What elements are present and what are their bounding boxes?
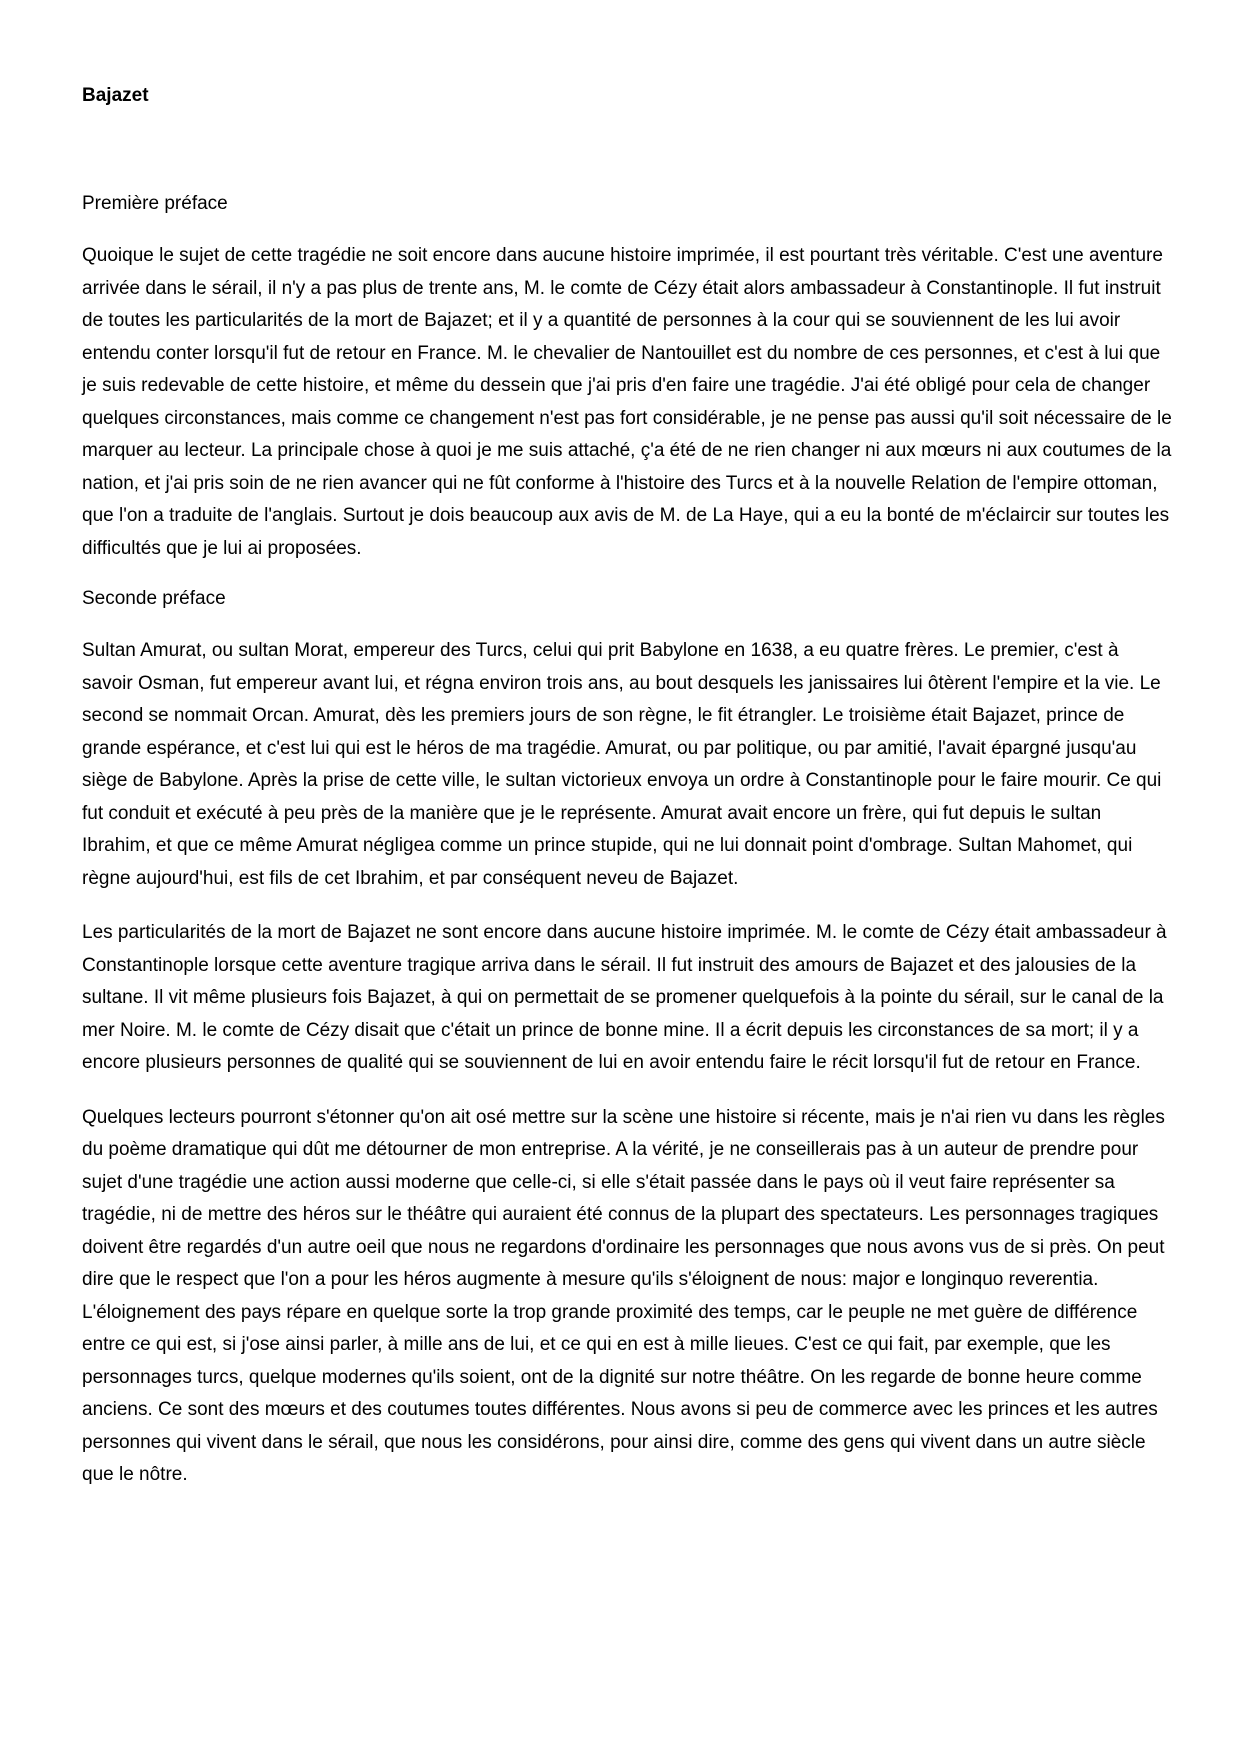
paragraph: Quelques lecteurs pourront s'étonner qu'on ait osé mettre sur la scène une histoire si récente, mais je n'ai rien vu dans les règles du poème dramatique qui dût me détourner de mon entreprise. A la vérité, je ne conseillerais pas à un auteur de prendre pour sujet d'une tragédie une action aussi moderne que celle-ci, si elle s'était passée dans le pays où il veut faire représenter sa tragédie, ni de mettre des héros sur le théâtre qui auraient été connus de la plupart des spectateurs. Les personnages tragiques doivent être regardés d'un autre oeil que nous ne regardons d'ordinaire les personnages que nous avons vus de si près. On peut dire que le respect que l'on a pour les héros augmente à mesure qu'ils s'éloignent de nous: major e longinquo reverentia. L'éloignement des pays répare en quelque sorte la trop grande proximité des temps, car le peuple ne met guère de différence entre ce qui est, si j'ose ainsi parler, à mille ans de lui, et ce qui en est à mille lieues. C'est ce qui fait, par exemple, que les personnages turcs, quelque modernes qu'ils soient, ont de la dignité sur notre théâtre. On les regarde de bonne heure comme anciens. Ce sont des mœurs et des coutumes toutes différentes. Nous avons si peu de commerce avec les princes et les autres personnes qui vivent dans le sérail, que nous les considérons, pour ainsi dire, comme des gens qui vivent dans un autre siècle que le nôtre. — [82, 1106, 1165, 1485]
paragraph: Quoique le sujet de cette tragédie ne soit encore dans aucune histoire imprimée, il est pourtant très véritable. C'est une aventure arrivée dans le sérail, il n'y a pas plus de trente ans, M. le comte de Cézy était alors ambassadeur à Constantinople. Il fut instruit de toutes les particularités de la mort de Bajazet; et il y a quantité de personnes à la cour qui se souviennent de les lui avoir entendu conter lorsqu'il fut de retour en France. M. le chevalier de Nantouillet est du nombre de ces personnes, et c'est à lui que je suis redevable de cette histoire, et même du dessein que j'ai pris d'en faire une tragédie. J'ai été obligé pour cela de changer quelques circonstances, mais comme ce changement n'est pas fort considérable, je ne pense pas aussi qu'il soit nécessaire de le marquer au lecteur. La principale chose à quoi je me suis attaché, ç'a été de ne rien changer ni aux mœurs ni aux coutumes de la nation, et j'ai pris soin de ne rien avancer qui ne fût conforme à l'histoire des Turcs et à la nouvelle Relation de l'empire ottoman, que l'on a traduite de l'anglais. Surtout je dois beaucoup aux avis de M. de La Haye, qui a eu la bonté de m'éclaircir sur toutes les difficultés que je lui ai proposées. — [82, 245, 1172, 559]
document-title: Bajazet — [82, 85, 149, 106]
document-page — [82, 82, 1172, 1492]
paragraph: Sultan Amurat, ou sultan Morat, empereur des Turcs, celui qui prit Babylone en 1638, a eu quatre frères. Le premier, c'est à savoir Osman, fut empereur avant lui, et régna environ trois ans, au bout desquels les janissaires lui ôtèrent l'empire et la vie. Le second se nommait Orcan. Amurat, dès les premiers jours de son règne, le fit étrangler. Le troisième était Bajazet, prince de grande espérance, et c'est lui qui est le héros de ma tragédie. Amurat, ou par politique, ou par amitié, l'avait épargné jusqu'au siège de Babylone. Après la prise de cette ville, le sultan victorieux envoya un ordre à Constantinople pour le faire mourir. Ce qui fut conduit et exécuté à peu près de la manière que je le représente. Amurat avait encore un frère, qui fut depuis le sultan Ibrahim, et que ce même Amurat négligea comme un prince stupide, qui ne lui donnait point d'ombrage. Sultan Mahomet, qui règne aujourd'hui, est fils de cet Ibrahim, et par conséquent neveu de Bajazet. — [82, 640, 1162, 889]
section-heading-premiere-preface: Première préface — [82, 193, 228, 214]
section-heading-seconde-preface: Seconde préface — [82, 588, 226, 609]
paragraph: Les particularités de la mort de Bajazet ne sont encore dans aucune histoire imprimée. M. le comte de Cézy était ambassadeur à Constantinople lorsque cette aventure tragique arriva dans le sérail. Il fut instruit des amours de Bajazet et des jalousies de la sultane. Il vit même plusieurs fois Bajazet, à qui on permettait de se promener quelquefois à la pointe du sérail, sur le canal de la mer Noire. M. le comte de Cézy disait que c'était un prince de bonne mine. Il a écrit depuis les circonstances de sa mort; il y a encore plusieurs personnes de qualité qui se souviennent de lui en avoir entendu faire le récit lorsqu'il fut de retour en France. — [82, 922, 1167, 1073]
